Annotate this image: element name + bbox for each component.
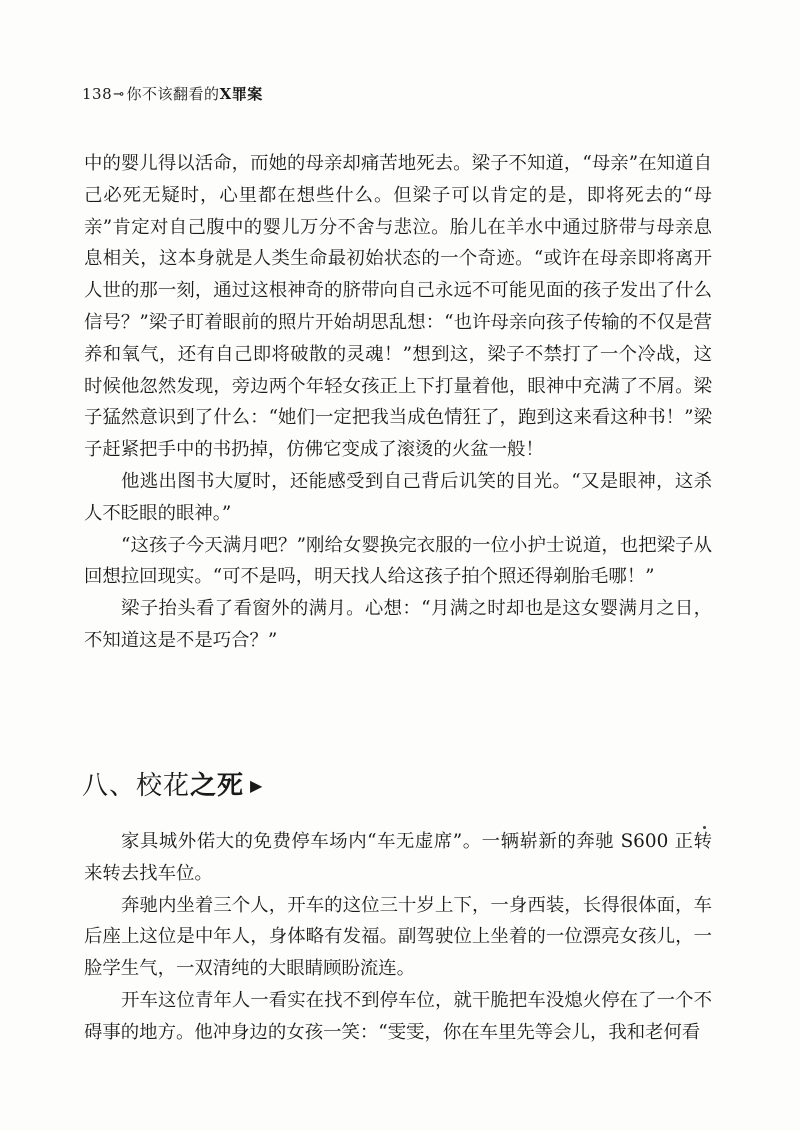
book-title-bold: X罪案 [219, 85, 263, 103]
paragraph: 家具城外偌大的免费停车场内“车无虚席”。一辆崭新的奔驰 S600 正转来转去找车位。 [84, 831, 712, 884]
section-heading [82, 765, 263, 802]
paragraph: 开车这位青年人一看实在找不到停车位，就干脆把车没熄火停在了一个不碍事的地方。他冲身边的女孩一笑：“雯雯，你在车里先等会儿，我和老何看 [84, 989, 712, 1043]
paragraph: 他逃出图书大厦时，还能感受到自己背后讥笑的目光。“又是眼神，这杀人不眨眼的眼神。” [84, 470, 712, 524]
paragraph: 奔驰内坐着三个人，开车的这位三十岁上下，一身西装，长得很体面，车后座上这位是中年人，身体略有发福。副驾驶位上坐着的一位漂亮女孩儿，一脸学生气，一双清纯的大眼睛顾盼流连。 [84, 894, 712, 980]
section-heading-regular: 八、校花 [82, 771, 191, 801]
section-body [84, 826, 712, 1049]
separator-arrow-icon: ⊸ [113, 87, 125, 102]
book-title [127, 85, 263, 103]
body-text [84, 148, 712, 657]
triangle-marker-icon: ▶ [250, 776, 264, 795]
page-number: 138 [82, 85, 113, 103]
paragraph: 中的婴儿得以活命，而她的母亲却痛苦地死去。梁子不知道，“母亲”在知道自己必死无疑时，心里都在想些什么。但梁子可以肯定的是，即将死去的“母亲”肯定对自己腹中的婴儿万分不舍与悲泣。胎儿在羊水中通过脐带与母亲息息相关，这本身就是人类生命最初始状态的一个奇迹。“或许在母亲即将离开人世的那一刻，通过这根神奇的脐带向自己永远不可能见面的孩子发出了什么信号？”梁子盯着眼前的照片开始胡思乱想：“也许母亲向孩子传输的不仅是营养和氧气，还有自己即将破散的灵魂！”想到这，梁子不禁打了一个冷战，这时候他忽然发现，旁边两个年轻女孩正上下打量着他，眼神中充满了不屑。梁子猛然意识到了什么：“她们一定把我当成色情狂了，跑到这来看这种书！”梁子赶紧把手中的书扔掉，仿佛它变成了滚烫的火盆一般！ [84, 153, 712, 461]
book-title-prefix: 你不该翻看的 [126, 85, 220, 103]
section-heading-bold: 之死 [190, 771, 245, 801]
paragraph: 梁子抬头看了看窗外的满月。心想：“月满之时却也是这女婴满月之日，不知道这是不是巧合？” [84, 598, 712, 651]
paragraph: “这孩子今天满月吧？”刚给女婴换完衣服的一位小护士说道，也把梁子从回想拉回现实。“可不是吗，明天找人给这孩子拍个照还得剃胎毛哪！” [84, 534, 712, 588]
running-head [82, 83, 263, 104]
